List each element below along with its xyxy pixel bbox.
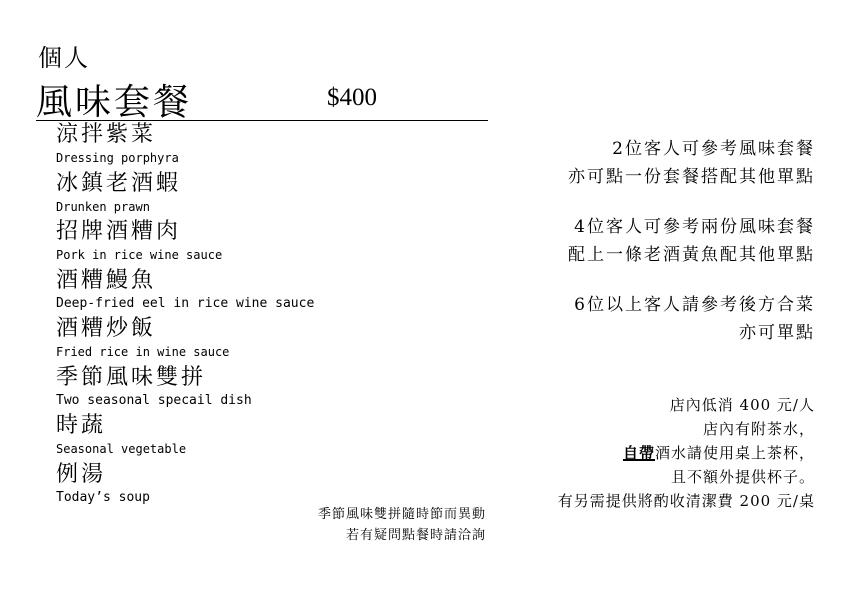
cleaning-fee-line: 有另需提供將酌收清潔費 200 元/桌 <box>557 492 815 510</box>
dish-name-en: Seasonal vegetable <box>56 442 187 456</box>
guidance-line: 配上一條老酒黃魚配其他單點 <box>568 245 815 265</box>
guidance-line: 亦可單點 <box>739 323 815 343</box>
two-guest-guidance <box>568 135 815 191</box>
guidance-line: 2位客人可參考風味套餐 <box>612 139 815 159</box>
byob-emphasis: 自帶 <box>622 444 655 462</box>
dish-name-en: Drunken prawn <box>56 199 150 214</box>
dish-name-en: Two seasonal specail dish <box>56 392 252 408</box>
dish-item <box>56 120 356 169</box>
minimum-charge-line: 店內低消 400 元/人 <box>669 396 815 414</box>
dish-name-zh: 涼拌紫菜 <box>56 122 157 147</box>
seasonal-note-line: 季節風味雙拼隨時節而異動 <box>317 507 486 522</box>
six-guest-guidance <box>574 291 815 347</box>
dish-list <box>56 120 356 508</box>
dish-name-zh: 例湯 <box>56 461 107 487</box>
dish-name-en: Today’s soup <box>56 489 150 505</box>
guidance-line: 亦可點一份套餐搭配其他單點 <box>568 167 815 187</box>
byob-policy-line <box>558 441 815 465</box>
dish-item <box>56 460 356 509</box>
dish-item <box>56 217 356 266</box>
dish-name-en: Fried rice in wine sauce <box>56 345 230 359</box>
store-policy <box>558 393 815 513</box>
inquiry-note-line: 若有疑問點餐時請洽詢 <box>345 528 486 543</box>
guidance-line: 6位以上客人請參考後方合菜 <box>574 295 815 315</box>
tea-policy-line: 店內有附茶水， <box>702 420 815 438</box>
dish-name-zh: 季節風味雙拼 <box>56 364 207 390</box>
dish-name-en: Pork in rice wine sauce <box>56 248 223 262</box>
dish-item <box>56 314 356 363</box>
dish-name-zh: 酒糟鰻魚 <box>56 267 157 293</box>
dish-name-zh: 時蔬 <box>56 413 107 438</box>
seasonal-note <box>318 504 486 546</box>
set-meal-price: $400 <box>327 84 377 111</box>
cup-policy-line: 且不額外提供杯子。 <box>670 468 815 486</box>
menu-kicker: 個人 <box>38 44 90 72</box>
dish-item <box>56 411 356 460</box>
dish-name-zh: 冰鎮老酒蝦 <box>56 170 182 196</box>
guidance-line: 4位客人可參考兩份風味套餐 <box>574 217 815 237</box>
byob-policy-text: 酒水請使用桌上茶杯， <box>654 444 815 462</box>
dish-name-zh: 招牌酒糟肉 <box>56 219 182 244</box>
dish-item <box>56 363 356 412</box>
set-meal-title: 風味套餐 <box>36 82 193 123</box>
dish-name-en: Deep-fried eel in rice wine sauce <box>56 295 315 311</box>
dish-name-en: Dressing porphyra <box>56 151 179 165</box>
dish-item <box>56 169 356 218</box>
four-guest-guidance <box>568 213 815 269</box>
dish-item <box>56 266 356 315</box>
dish-name-zh: 酒糟炒飯 <box>56 316 157 341</box>
